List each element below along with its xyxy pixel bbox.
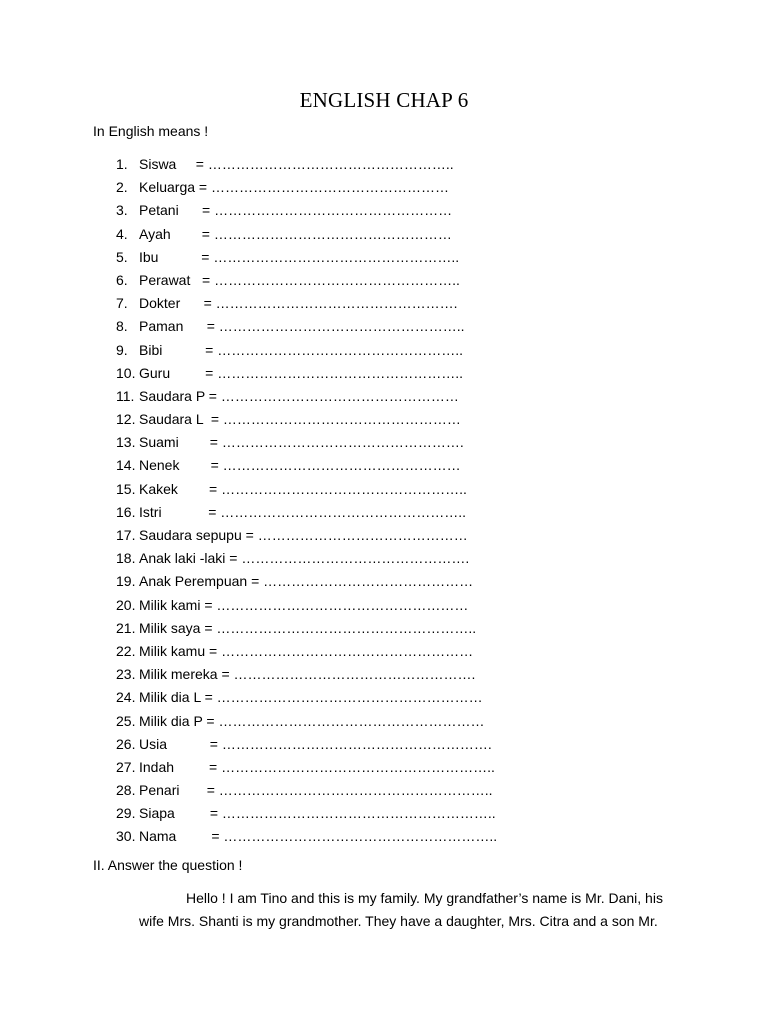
list-item bbox=[0, 478, 768, 501]
item-text: Milik dia P = ………………………………………………… bbox=[139, 712, 485, 729]
item-text: Keluarga = …………………………………………… bbox=[139, 179, 449, 196]
reading-passage-line-1: Hello ! I am Tino and this is my family. My grandfather’s name is Mr. Dani, his bbox=[186, 890, 663, 906]
list-item bbox=[0, 408, 768, 431]
item-number: 27. bbox=[116, 758, 136, 775]
item-text: Perawat = …………………………………………….. bbox=[139, 271, 460, 288]
item-text: Milik mereka = ……………………………………………. bbox=[139, 666, 476, 683]
item-text: Anak Perempuan = ……………………………………… bbox=[139, 573, 474, 590]
item-number: 1. bbox=[116, 156, 128, 172]
list-item bbox=[0, 825, 768, 848]
item-text: Milik dia L = ………………………………………………… bbox=[139, 689, 483, 706]
item-text: Petani = …………………………………………… bbox=[139, 202, 453, 219]
list-item bbox=[0, 269, 768, 292]
item-number: 8. bbox=[116, 318, 128, 335]
item-number: 5. bbox=[116, 248, 128, 265]
item-number: 30. bbox=[116, 828, 136, 845]
item-text: Suami = ……………………………………………. bbox=[139, 434, 464, 451]
list-item bbox=[0, 292, 768, 315]
list-item bbox=[0, 710, 768, 733]
item-text: Ayah = …………………………………………… bbox=[139, 225, 452, 242]
list-item bbox=[0, 594, 768, 617]
item-number: 26. bbox=[116, 735, 136, 752]
item-number: 14. bbox=[116, 457, 136, 474]
item-text: Ibu = …………………………………………….. bbox=[139, 248, 460, 265]
list-item bbox=[0, 153, 768, 176]
item-number: 21. bbox=[116, 619, 136, 636]
item-text: Istri = …………………………………………….. bbox=[139, 503, 467, 520]
item-number: 19. bbox=[116, 573, 136, 590]
item-text: Siswa = …………………………………………….. bbox=[139, 156, 454, 172]
item-text: Milik kamu = ……………………………………………… bbox=[139, 642, 474, 659]
instruction-text: In English means ! bbox=[93, 123, 209, 139]
list-item bbox=[0, 524, 768, 547]
item-text: Guru = …………………………………………….. bbox=[139, 364, 463, 381]
item-number: 2. bbox=[116, 179, 128, 196]
list-item bbox=[0, 570, 768, 593]
list-item bbox=[0, 663, 768, 686]
item-text: Nama = ………………………………………………….. bbox=[139, 828, 498, 845]
item-number: 7. bbox=[116, 295, 128, 312]
item-number: 11. bbox=[116, 387, 135, 404]
item-number: 13. bbox=[116, 434, 136, 451]
item-text: Usia = …………………………………………………. bbox=[139, 735, 492, 752]
item-text: Saudara sepupu = ……………………………………… bbox=[139, 527, 468, 543]
item-number: 9. bbox=[116, 341, 128, 358]
list-item bbox=[0, 733, 768, 756]
list-item bbox=[0, 339, 768, 362]
item-text: Siapa = ………………………………………………….. bbox=[139, 805, 496, 822]
list-item bbox=[0, 779, 768, 802]
item-text: Saudara P = …………………………………………… bbox=[139, 387, 459, 404]
list-item bbox=[0, 756, 768, 779]
list-item bbox=[0, 223, 768, 246]
item-text: Milik kami = ……………………………………………… bbox=[139, 596, 469, 613]
section-heading: II. Answer the question ! bbox=[93, 857, 243, 873]
reading-passage-line-2: wife Mrs. Shanti is my grandmother. They have a daughter, Mrs. Citra and a son Mr. bbox=[139, 913, 658, 929]
item-text: Saudara L = …………………………………………… bbox=[139, 411, 461, 428]
item-number: 29. bbox=[116, 805, 136, 822]
item-number: 4. bbox=[116, 225, 128, 242]
list-item bbox=[0, 176, 768, 199]
item-number: 6. bbox=[116, 271, 128, 288]
item-text: Penari = ………………………………………………….. bbox=[139, 782, 493, 799]
list-item bbox=[0, 686, 768, 709]
item-text: Indah = ………………………………………………….. bbox=[139, 758, 495, 775]
item-number: 12. bbox=[116, 411, 136, 428]
item-text: Paman = …………………………………………….. bbox=[139, 318, 465, 335]
item-text: Dokter = ……………………………………………. bbox=[139, 295, 458, 312]
item-number: 15. bbox=[116, 480, 136, 497]
list-item bbox=[0, 617, 768, 640]
item-number: 24. bbox=[116, 689, 136, 706]
list-item bbox=[0, 362, 768, 385]
item-text: Bibi = …………………………………………….. bbox=[139, 341, 463, 358]
item-number: 17. bbox=[116, 527, 136, 543]
list-item bbox=[0, 547, 768, 570]
item-number: 10. bbox=[116, 364, 136, 381]
item-number: 28. bbox=[116, 782, 136, 799]
item-text: Milik saya = ……………………………………………….. bbox=[139, 619, 477, 636]
vocabulary-list bbox=[0, 153, 768, 849]
item-number: 16. bbox=[116, 503, 136, 520]
item-text: Anak laki -laki = …………………………………………. bbox=[139, 550, 470, 567]
list-item bbox=[0, 640, 768, 663]
item-number: 25. bbox=[116, 712, 136, 729]
page-title: ENGLISH CHAP 6 bbox=[299, 88, 469, 112]
item-text: Kakek = …………………………………………….. bbox=[139, 480, 467, 497]
list-item bbox=[0, 802, 768, 825]
list-item bbox=[0, 454, 768, 477]
list-item bbox=[0, 246, 768, 269]
list-item bbox=[0, 385, 768, 408]
item-number: 18. bbox=[116, 550, 136, 567]
item-number: 3. bbox=[116, 202, 128, 219]
item-number: 20. bbox=[116, 596, 136, 613]
list-item bbox=[0, 431, 768, 454]
list-item bbox=[0, 315, 768, 338]
item-text: Nenek = …………………………………………… bbox=[139, 457, 461, 474]
list-item bbox=[0, 501, 768, 524]
list-item bbox=[0, 199, 768, 222]
item-number: 22. bbox=[116, 642, 136, 659]
item-number: 23. bbox=[116, 666, 136, 683]
